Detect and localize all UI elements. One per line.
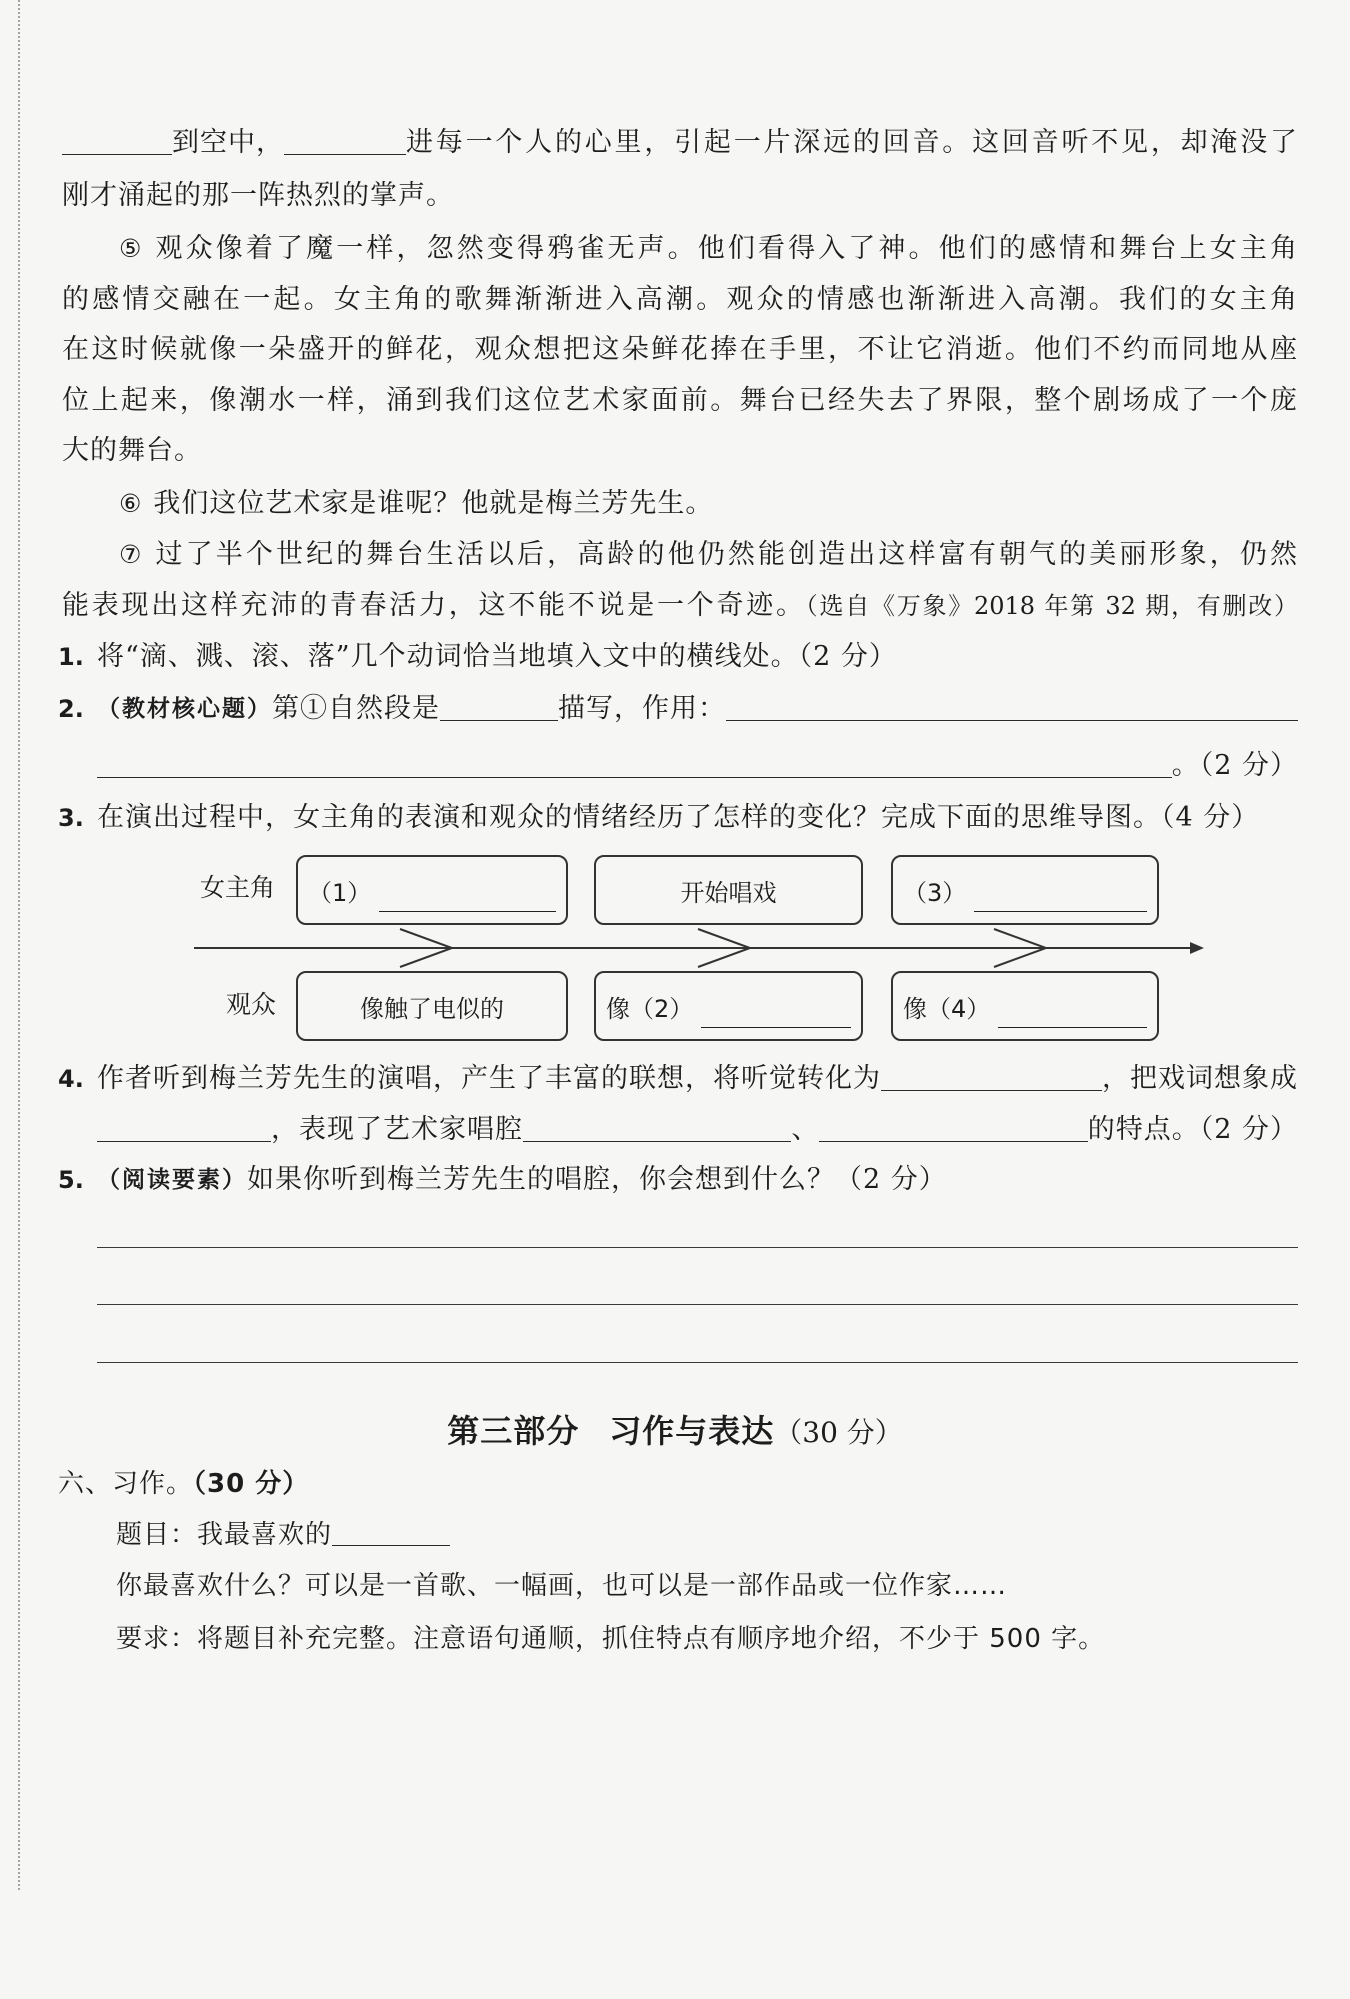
box-prefix: （1） — [308, 878, 372, 907]
box-prefix: 像（4） — [903, 994, 991, 1023]
question-2-line-2 — [97, 746, 1298, 786]
answer-blank — [97, 1110, 271, 1142]
paragraph-marker: ⑦ — [119, 540, 142, 569]
question-number: 3. — [58, 804, 84, 832]
box-text: 开始唱戏 — [680, 878, 777, 907]
fill-blank-2 — [284, 123, 406, 155]
question-number: 1. — [58, 643, 84, 671]
question-number: 2. — [58, 695, 84, 723]
writing-requirement-text: 要求：将题目补充完整。注意语句通顺，抓住特点有顺序地介绍，不少于 500 字。 — [116, 1624, 1106, 1654]
writing-heading — [58, 1464, 309, 1504]
question-number: 4. — [58, 1065, 84, 1093]
passage-text: 刚才涌起的那一阵热烈的掌声。 — [62, 180, 454, 211]
question-5 — [58, 1160, 1298, 1200]
question-tag: （阅读要素） — [97, 1166, 247, 1193]
question-text: ，表现了艺术家唱腔 — [271, 1114, 523, 1145]
answer-blank — [974, 881, 1147, 912]
question-text: 、 — [791, 1114, 820, 1145]
answer-blank — [701, 997, 851, 1028]
question-4-line-2 — [97, 1110, 1298, 1150]
question-score: 的特点。（2 分） — [1087, 1114, 1298, 1145]
answer-blank — [97, 746, 1172, 778]
paragraph-marker: ⑥ — [119, 489, 142, 518]
passage-text: 的感情交融在一起。女主角的歌舞渐渐进入高潮。观众的情感也渐渐进入高潮。我们的女主角 — [62, 284, 1298, 315]
section-score: （30 分） — [774, 1416, 903, 1449]
paragraph-5-line-1 — [119, 229, 1298, 269]
paragraph-5-line-3 — [62, 330, 1298, 370]
question-3 — [58, 798, 1298, 838]
passage-text: 位上起来，像潮水一样，涌到我们这位艺术家面前。舞台已经失去了界限，整个剧场成了一个庞 — [62, 385, 1298, 416]
paragraph-7-line-1 — [119, 535, 1298, 575]
question-tag: （教材核心题） — [97, 695, 272, 722]
fill-blank-1 — [62, 123, 172, 155]
writing-heading-score: （30 分） — [193, 1469, 310, 1499]
box-prefix: （3） — [903, 878, 967, 907]
paragraph-5-line-5 — [62, 431, 1298, 471]
box-text: 像触了电似的 — [360, 994, 504, 1023]
question-text: 作者听到梅兰芳先生的演唱，产生了丰富的联想，将听觉转化为 — [97, 1063, 881, 1094]
section-title — [0, 1408, 1350, 1454]
writing-heading-text: 六、习作。 — [58, 1469, 194, 1499]
arrowhead-icon — [1190, 942, 1204, 954]
passage-line-1 — [62, 123, 1298, 163]
paragraph-6 — [119, 484, 1298, 524]
question-4 — [58, 1059, 1298, 1099]
answer-blank — [440, 689, 558, 721]
answer-blank — [726, 689, 1298, 721]
section-name: 习作与表达 — [609, 1412, 775, 1450]
writing-requirement — [116, 1619, 1105, 1659]
passage-text: 能表现出这样充沛的青春活力，这不能不说是一个奇迹。 — [62, 590, 806, 621]
passage-text: 我们这位艺术家是谁呢？他就是梅兰芳先生。 — [153, 488, 714, 519]
passage-text: 观众像着了魔一样，忽然变得鸦雀无声。他们看得入了神。他们的感情和舞台上女主角 — [153, 233, 1298, 264]
answer-line — [97, 1362, 1298, 1363]
paragraph-5-line-2 — [62, 280, 1298, 320]
passage-text: 到空中， — [172, 127, 284, 158]
passage-text: 进每一个人的心里，引起一片深远的回音。这回音听不见，却淹没了 — [406, 127, 1298, 158]
answer-blank — [881, 1059, 1102, 1091]
answer-line — [97, 1247, 1298, 1248]
paragraph-marker: ⑤ — [119, 234, 142, 263]
mind-map-box-2 — [594, 971, 863, 1041]
source-citation: （选自《万象》2018 年第 32 期，有删改） — [805, 592, 1298, 620]
answer-line — [97, 1304, 1298, 1305]
writing-topic — [116, 1515, 450, 1555]
answer-blank — [819, 1110, 1087, 1142]
mind-map-box-electrified — [296, 971, 568, 1041]
mind-map-box-4 — [891, 971, 1159, 1041]
mind-map-box-3 — [891, 855, 1159, 925]
answer-blank — [998, 997, 1147, 1028]
question-score: 。（2 分） — [1171, 750, 1298, 781]
question-text: ，把戏词想象成 — [1102, 1063, 1298, 1094]
passage-text: 大的舞台。 — [62, 435, 202, 466]
box-prefix: 像（2） — [606, 994, 694, 1023]
writing-topic-label: 题目：我最喜欢的 — [116, 1520, 333, 1550]
passage-text: 过了半个世纪的舞台生活以后，高龄的他仍然能创造出这样富有朝气的美丽形象，仍然 — [153, 539, 1298, 570]
writing-prompt — [116, 1566, 1007, 1606]
passage-line-2 — [62, 176, 1298, 216]
question-text: 将“滴、溅、滚、落”几个动词恰当地填入文中的横线处。（2 分） — [97, 641, 897, 672]
question-number: 5. — [58, 1166, 84, 1194]
question-1 — [58, 637, 1298, 677]
section-part: 第三部分 — [447, 1412, 580, 1450]
paragraph-7-line-2 — [62, 586, 1298, 626]
paragraph-5-line-4 — [62, 381, 1298, 421]
question-text: 描写，作用： — [558, 693, 726, 724]
question-2 — [58, 689, 1298, 729]
passage-text: 在这时候就像一朵盛开的鲜花，观众想把这朵鲜花捧在手里，不让它消逝。他们不约而同地从座 — [62, 334, 1298, 365]
mind-map-arrow — [0, 920, 1350, 970]
question-text: 在演出过程中，女主角的表演和观众的情绪经历了怎样的变化？完成下面的思维导图。（4 分） — [97, 802, 1260, 833]
mind-map-row-label-audience: 观众 — [226, 990, 277, 1019]
mind-map-row-label-heroine: 女主角 — [200, 873, 276, 902]
question-text: 如果你听到梅兰芳先生的唱腔，你会想到什么？（2 分） — [247, 1164, 947, 1195]
writing-prompt-text: 你最喜欢什么？可以是一首歌、一幅画，也可以是一部作品或一位作家…… — [116, 1571, 1008, 1601]
question-text: 第①自然段是 — [272, 693, 440, 724]
answer-blank — [523, 1110, 791, 1142]
answer-blank — [379, 881, 556, 912]
mind-map-box-start-singing — [594, 855, 863, 925]
topic-blank — [332, 1515, 450, 1546]
mind-map-box-1 — [296, 855, 568, 925]
